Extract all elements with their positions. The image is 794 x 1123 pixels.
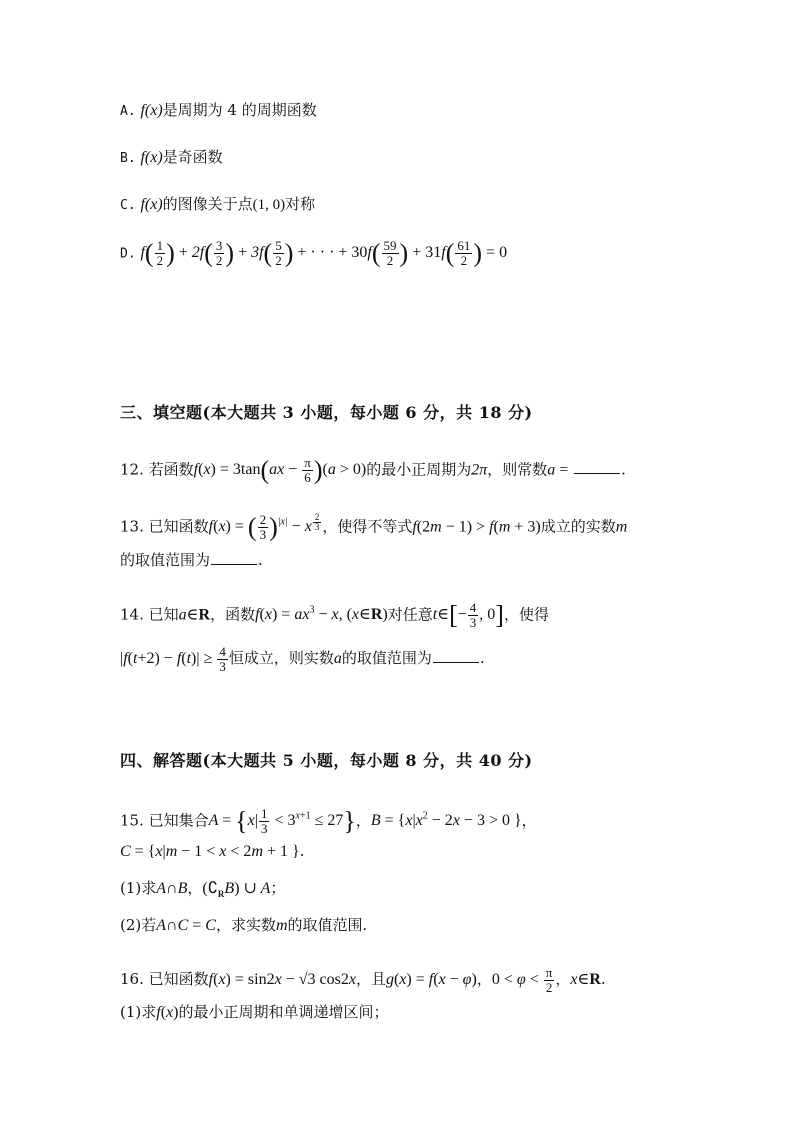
math-expr: f(x): [140, 196, 163, 213]
question-15-part1: [120, 879, 285, 900]
math-var: m: [275, 917, 288, 934]
question-text: ，函数: [210, 605, 256, 624]
question-text: 对任意: [387, 605, 433, 624]
question-16-part1: [120, 1003, 388, 1022]
math-set: x∈R: [570, 971, 601, 989]
question-number: 12.: [120, 460, 144, 479]
question-text: 已知: [148, 605, 179, 624]
math-expr: $(∁_RB)$ ∪ A: [202, 880, 271, 900]
option-b: [120, 148, 223, 167]
question-14: [120, 600, 549, 631]
question-text: (1)求: [120, 879, 157, 897]
question-number: 15.: [120, 811, 144, 830]
question-text: ，使得: [503, 605, 549, 624]
math-var: m: [615, 518, 628, 536]
punct: ，: [187, 879, 203, 897]
question-text: (1)求: [120, 1003, 157, 1021]
question-text: ，且: [355, 970, 386, 989]
question-text: 已知函数: [148, 970, 209, 989]
math-expr: f(x): [140, 149, 163, 166]
math-function: $f(x) = ax^3 - x$, (x∈R): [255, 604, 388, 624]
math-set-c: C = {x|m − 1 < x < 2m + 1 }: [120, 843, 300, 860]
question-number: 13.: [120, 517, 144, 536]
question-text: 的取值范围.: [287, 916, 368, 934]
punct: ，: [555, 970, 571, 989]
math-sum: f( $\frac{1}{2}$ ) + 2f( $\frac{3}{2}$ ) + 3f( $\frac{5}{2}$ ) + · · · + 30f( $\frac{59}{2}$ ) + 31f( $\frac{61}{2}$ ) = 0: [140, 238, 508, 269]
punct: .: [479, 649, 485, 668]
question-text: 的最小正周期为: [366, 460, 472, 479]
question-text: 已知集合: [148, 811, 209, 830]
answer-blank[interactable]: [574, 459, 620, 474]
question-number: 14.: [120, 605, 144, 624]
math-expr: A∩B: [156, 880, 188, 897]
punct: ，: [476, 970, 492, 989]
math-var: a =: [547, 461, 569, 479]
answer-blank[interactable]: [211, 550, 257, 565]
math-function: f(x) = 3tan(ax − $\frac{\pi}{6}$ )(a > 0): [193, 455, 367, 486]
math-function-g: g(x) = f(x − φ): [385, 971, 477, 989]
punct: .: [258, 551, 263, 569]
math-interval: t∈[− $\frac{4}{3}$ , 0]: [432, 600, 504, 631]
punct: ，: [521, 811, 537, 830]
math-inequality: f(2m − 1) > f(m + 3): [412, 518, 541, 536]
punct: .: [600, 970, 606, 989]
question-number: 16.: [120, 970, 144, 989]
option-text: 是周期为 4 的周期函数: [162, 101, 317, 119]
option-a: [120, 101, 317, 120]
math-function: f(x) = ( $\frac{2}{3}$ )$^{|x|}$ − x $^{\frac{2}{3}}$: [208, 512, 320, 543]
math-range: 0 < φ < $\frac{\pi}{2}$: [491, 965, 553, 995]
question-15: [120, 806, 537, 837]
question-text: ，则常数: [487, 460, 548, 479]
punct: ，: [355, 811, 371, 830]
question-text: 的取值范围为: [341, 649, 432, 668]
question-13-line2: [120, 550, 263, 569]
punct: ；: [270, 879, 286, 897]
question-text: ，使得不等式: [322, 517, 413, 536]
question-15-part2: [120, 916, 367, 935]
section-heading-solutions: 四、解答题(本大题共 5 小题，每小题 8 分，共 40 分): [120, 751, 533, 770]
question-text: 的取值范围为: [120, 551, 211, 569]
answer-blank[interactable]: [433, 648, 479, 663]
question-text: ，求实数: [215, 916, 276, 934]
section-heading-fill-in: 三、填空题(本大题共 3 小题，每小题 6 分，共 18 分): [120, 403, 533, 422]
math-inequality: |f(t+2) − f(t)| ≥ $\frac{4}{3}$: [120, 644, 226, 674]
question-15-line2: [120, 842, 304, 861]
question-text: 的最小正周期和单调递增区间；: [178, 1003, 389, 1021]
math-set: a∈R: [178, 606, 211, 624]
question-16: [120, 966, 606, 995]
question-text: 若函数: [148, 460, 194, 479]
math-set-a: A = {x| $\frac{1}{3}$ < $3^{x+1} \le 27$}: [208, 806, 356, 837]
option-text: 是奇函数: [162, 148, 223, 166]
question-text: 恒成立，则实数: [228, 649, 334, 668]
option-c: [120, 195, 315, 214]
option-text: 对称: [285, 195, 316, 213]
math-set-b: $B = \{x|x^2 - 2x - 3 > 0$ }: [370, 810, 522, 830]
question-text: (2)若: [120, 916, 157, 934]
punct: .: [299, 842, 305, 860]
option-label: C.: [120, 198, 136, 213]
question-14-line2: [120, 645, 485, 674]
option-label: B.: [120, 151, 136, 166]
math-expr: A∩C = C: [156, 917, 216, 934]
math-expr: f(x): [156, 1004, 179, 1021]
math-function: f(x) = sin2x − √3 cos2x: [208, 971, 356, 989]
math-period: 2π: [471, 461, 488, 479]
math-point: (1, 0): [252, 197, 286, 213]
option-label: D.: [120, 246, 136, 262]
option-text: 的图像关于点: [162, 195, 253, 213]
question-13: [120, 512, 627, 543]
math-expr: f(x): [140, 102, 163, 119]
punct: .: [621, 460, 626, 479]
option-d: [120, 238, 507, 269]
question-12: [120, 455, 626, 486]
question-text: 成立的实数: [540, 517, 616, 536]
question-text: 已知函数: [148, 517, 209, 536]
option-label: A.: [120, 104, 136, 119]
math-var: a: [333, 650, 342, 668]
